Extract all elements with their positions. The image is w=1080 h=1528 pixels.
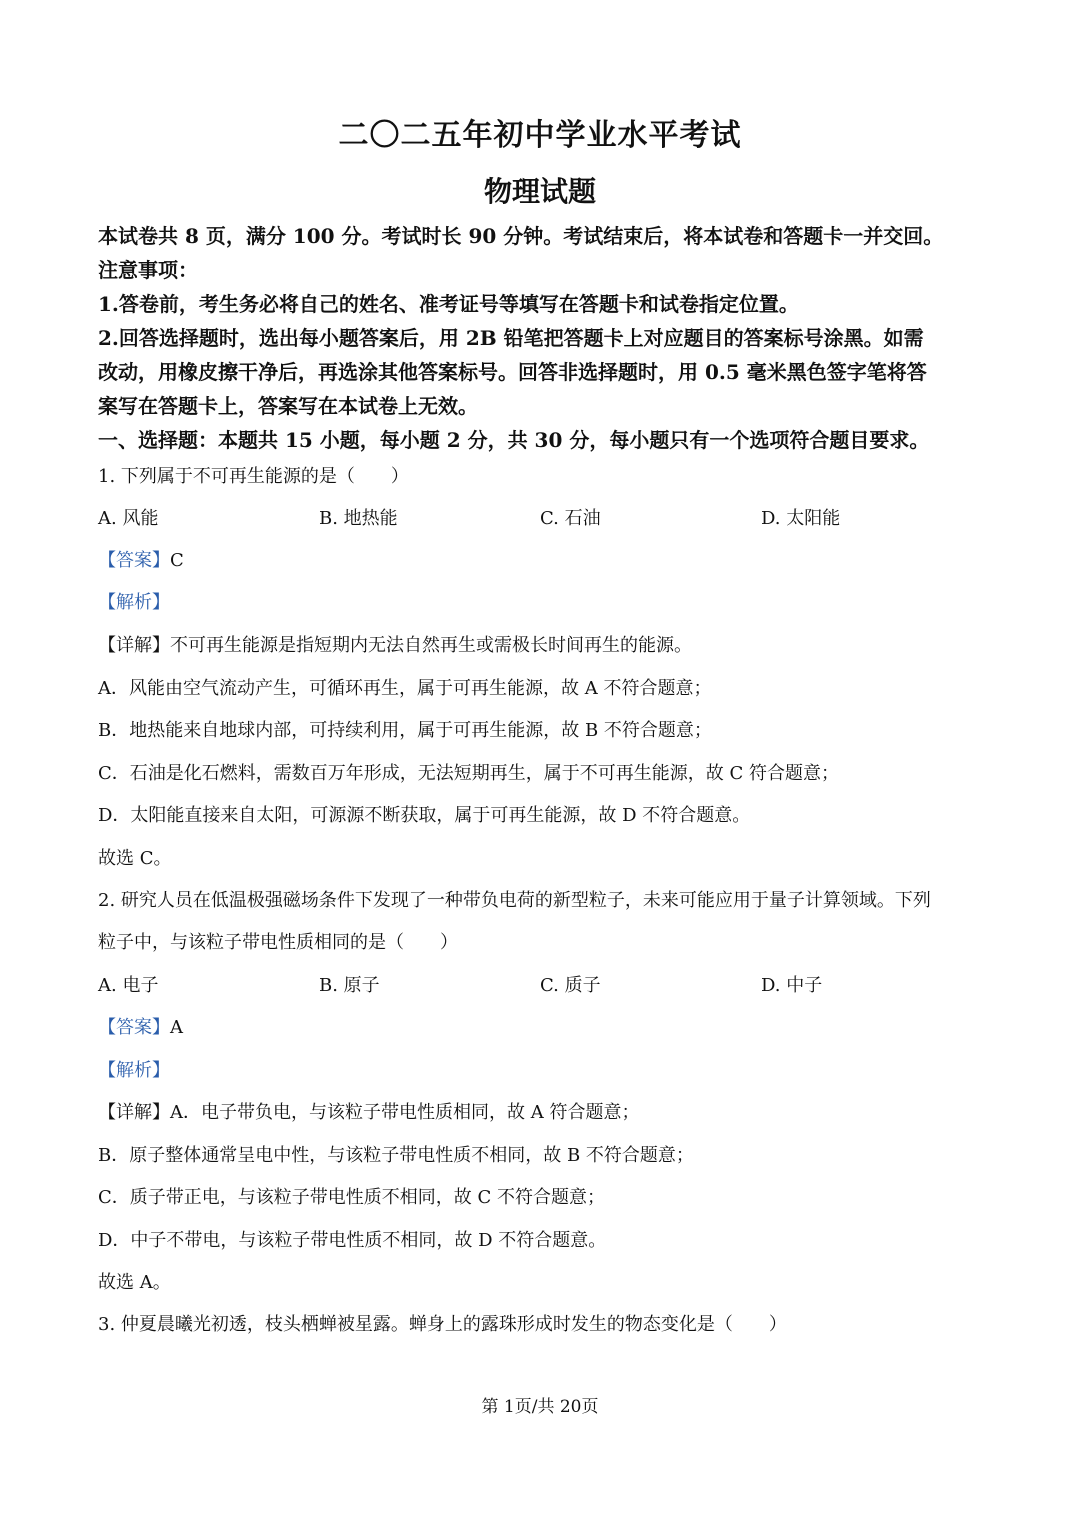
section-heading: 一、选择题：本题共 15 小题，每小题 2 分，共 30 分，每小题只有一个选项符合题目要求。: [98, 428, 930, 452]
question-1-explanation-a: A．风能由空气流动产生，可循环再生，属于可再生能源，故 A 不符合题意；: [98, 678, 712, 699]
question-1-conclusion: 故选 C。: [98, 848, 172, 869]
question-2-stem-line-2: 粒子中，与该粒子带电性质相同的是（ ）: [98, 932, 458, 953]
question-2-detail: [98, 1098, 639, 1124]
question-2-analysis-tag: 【解析】: [98, 1060, 170, 1081]
question-2-option-d: D. 中子: [761, 975, 823, 996]
question-2-explanation-b: B．原子整体通常呈电中性，与该粒子带电性质不相同，故 B 不符合题意；: [98, 1145, 694, 1166]
question-1-explanation-c: C．石油是化石燃料，需数百万年形成，无法短期再生，属于不可再生能源，故 C 符合题意；: [98, 763, 839, 784]
exam-info: 本试卷共 8 页，满分 100 分。考试时长 90 分钟。考试结束后，将本试卷和答题卡一并交回。: [98, 224, 944, 248]
question-3-stem: 3. 仲夏晨曦光初透，枝头栖蝉被星露。蝉身上的露珠形成时发生的物态变化是（ ）: [98, 1314, 787, 1335]
question-1-detail: [98, 631, 692, 657]
answer-tag: 【答案】: [98, 550, 170, 571]
question-2-answer: [98, 1013, 183, 1039]
question-1-explanation-b: B．地热能来自地球内部，可持续利用，属于可再生能源，故 B 不符合题意；: [98, 720, 712, 741]
question-1-explanation-d: D．太阳能直接来自太阳，可源源不断获取，属于可再生能源，故 D 不符合题意。: [98, 805, 751, 826]
detail-tag: 【详解】: [98, 1102, 170, 1123]
question-2-explanation-c: C．质子带正电，与该粒子带电性质不相同，故 C 不符合题意；: [98, 1187, 605, 1208]
question-1-stem: 1. 下列属于不可再生能源的是（ ）: [98, 466, 409, 487]
question-1-option-d: D. 太阳能: [761, 508, 841, 529]
question-1-option-b: B. 地热能: [319, 508, 398, 529]
question-2-explanation-d: D．中子不带电，与该粒子带电性质不相同，故 D 不符合题意。: [98, 1230, 607, 1251]
question-2-option-b: B. 原子: [319, 975, 380, 996]
question-2-option-a: A. 电子: [98, 975, 159, 996]
detail-text: A．电子带负电，与该粒子带电性质相同，故 A 符合题意；: [170, 1102, 640, 1123]
answer-tag: 【答案】: [98, 1017, 170, 1038]
question-2-stem-line-1: 2. 研究人员在低温极强磁场条件下发现了一种带负电荷的新型粒子，未来可能应用于量子计算领域。下列: [98, 890, 931, 911]
question-2-conclusion: 故选 A。: [98, 1272, 171, 1293]
page-number: 第 1页/共 20页: [481, 1397, 599, 1417]
exam-title: 二〇二五年初中学业水平考试: [338, 118, 742, 153]
detail-text: 不可再生能源是指短期内无法自然再生或需极长时间再生的能源。: [170, 635, 692, 656]
question-1-analysis-tag: 【解析】: [98, 592, 170, 613]
answer-value: C: [170, 550, 184, 571]
exam-subtitle: 物理试题: [483, 175, 596, 208]
notice-item-2-line-2: 改动，用橡皮擦干净后，再选涂其他答案标号。回答非选择题时，用 0.5 毫米黑色签字笔将答: [98, 360, 927, 384]
notice-heading: 注意事项：: [98, 258, 198, 282]
question-1-option-c: C. 石油: [540, 508, 601, 529]
question-1-option-a: A. 风能: [98, 508, 159, 529]
notice-item-1: 1.答卷前，考生务必将自己的姓名、准考证号等填写在答题卡和试卷指定位置。: [98, 292, 799, 316]
detail-tag: 【详解】: [98, 635, 170, 656]
question-2-option-c: C. 质子: [540, 975, 601, 996]
notice-item-2-line-3: 案写在答题卡上，答案写在本试卷上无效。: [98, 394, 478, 418]
answer-value: A: [170, 1017, 183, 1038]
question-1-answer: [98, 546, 184, 572]
notice-item-2-line-1: 2.回答选择题时，选出每小题答案后，用 2B 铅笔把答题卡上对应题目的答案标号涂黑。如需: [98, 326, 924, 350]
